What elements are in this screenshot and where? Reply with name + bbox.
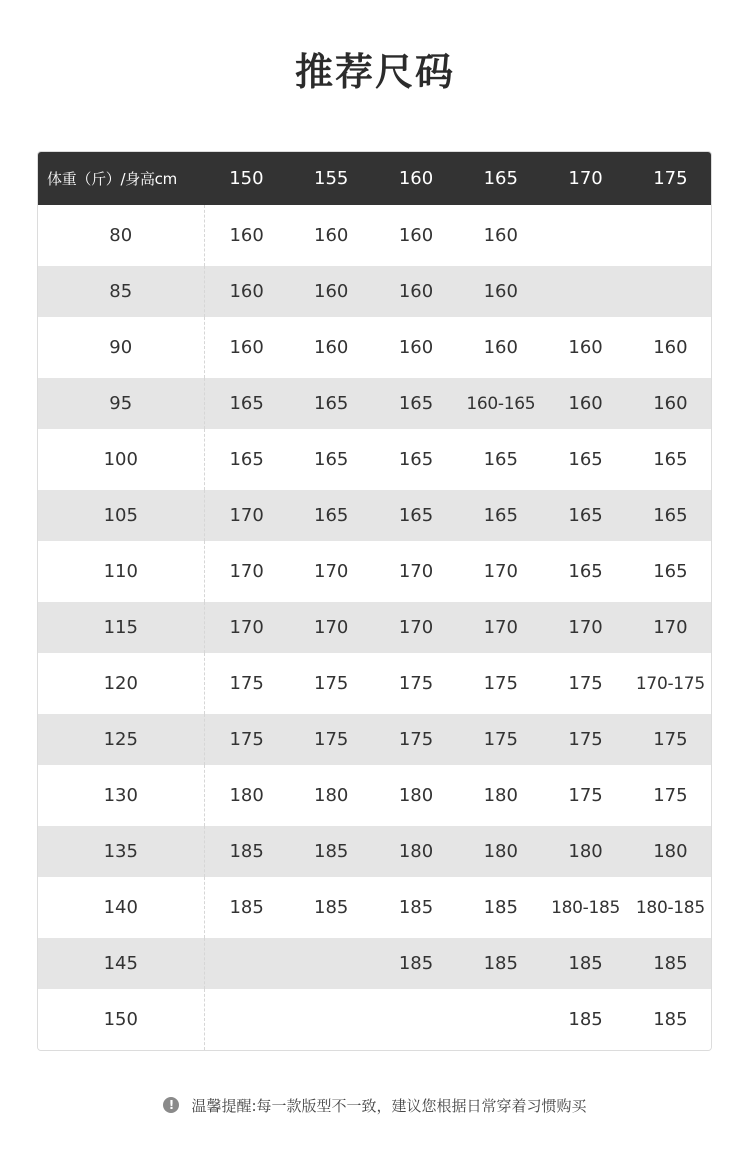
size-cell: 165 <box>204 429 289 490</box>
size-cell: 180-185 <box>543 877 628 938</box>
size-cell: 170 <box>543 602 628 653</box>
table-row <box>38 266 712 317</box>
table-row <box>38 989 712 1050</box>
table-row <box>38 938 712 989</box>
size-cell: 170 <box>204 490 289 541</box>
size-cell <box>289 989 374 1050</box>
size-cell: 160-165 <box>458 378 543 429</box>
size-cell: 175 <box>289 653 374 714</box>
size-cell: 175 <box>628 765 712 826</box>
size-cell: 160 <box>543 317 628 378</box>
size-cell <box>628 205 712 266</box>
size-cell: 160 <box>204 266 289 317</box>
height-column-header: 155 <box>289 152 374 205</box>
table-row <box>38 429 712 490</box>
table-row <box>38 378 712 429</box>
size-cell: 175 <box>204 653 289 714</box>
size-cell: 170 <box>458 602 543 653</box>
size-cell <box>204 938 289 989</box>
size-cell: 160 <box>289 266 374 317</box>
size-cell: 170 <box>374 602 459 653</box>
size-cell: 175 <box>458 714 543 765</box>
size-cell: 160 <box>458 317 543 378</box>
weight-cell: 100 <box>38 429 204 490</box>
size-cell: 165 <box>374 378 459 429</box>
size-cell: 160 <box>543 378 628 429</box>
table-row <box>38 541 712 602</box>
size-cell: 165 <box>374 429 459 490</box>
size-cell: 170 <box>289 541 374 602</box>
table-row <box>38 877 712 938</box>
size-cell: 185 <box>204 826 289 877</box>
size-cell: 180 <box>543 826 628 877</box>
height-column-header: 165 <box>458 152 543 205</box>
size-cell: 170 <box>204 602 289 653</box>
table-row <box>38 714 712 765</box>
table-row <box>38 317 712 378</box>
page-title: 推荐尺码 <box>294 50 455 94</box>
size-cell <box>458 989 543 1050</box>
size-cell: 165 <box>289 429 374 490</box>
weight-cell: 105 <box>38 490 204 541</box>
table-row <box>38 205 712 266</box>
size-cell: 170 <box>204 541 289 602</box>
height-column-header: 150 <box>204 152 289 205</box>
size-cell: 170 <box>628 602 712 653</box>
weight-cell: 85 <box>38 266 204 317</box>
size-cell: 180 <box>628 826 712 877</box>
size-cell <box>204 989 289 1050</box>
size-cell: 165 <box>628 429 712 490</box>
size-cell: 185 <box>543 989 628 1050</box>
size-cell: 175 <box>204 714 289 765</box>
size-cell: 175 <box>374 714 459 765</box>
size-cell: 160 <box>458 266 543 317</box>
size-cell: 185 <box>458 938 543 989</box>
weight-cell: 120 <box>38 653 204 714</box>
size-cell: 185 <box>374 877 459 938</box>
size-cell: 175 <box>374 653 459 714</box>
size-cell <box>543 205 628 266</box>
size-cell: 165 <box>289 490 374 541</box>
size-cell: 180 <box>374 826 459 877</box>
size-cell: 170 <box>289 602 374 653</box>
size-cell: 185 <box>458 877 543 938</box>
size-cell <box>289 938 374 989</box>
size-cell: 175 <box>458 653 543 714</box>
size-cell <box>543 266 628 317</box>
height-column-header: 170 <box>543 152 628 205</box>
weight-cell: 80 <box>38 205 204 266</box>
size-cell: 170-175 <box>628 653 712 714</box>
size-cell: 180 <box>204 765 289 826</box>
size-cell: 165 <box>543 490 628 541</box>
size-cell: 160 <box>204 205 289 266</box>
table-header-row <box>38 152 712 205</box>
size-cell: 165 <box>543 429 628 490</box>
size-cell: 165 <box>289 378 374 429</box>
size-cell: 160 <box>204 317 289 378</box>
weight-cell: 125 <box>38 714 204 765</box>
size-cell: 175 <box>628 714 712 765</box>
weight-cell: 150 <box>38 989 204 1050</box>
size-cell: 180 <box>374 765 459 826</box>
table-row <box>38 765 712 826</box>
size-cell: 160 <box>374 266 459 317</box>
table-body <box>38 205 712 1050</box>
size-cell: 160 <box>374 205 459 266</box>
weight-cell: 145 <box>38 938 204 989</box>
size-cell: 185 <box>204 877 289 938</box>
table-row <box>38 602 712 653</box>
size-cell: 180 <box>458 765 543 826</box>
size-cell: 185 <box>628 938 712 989</box>
size-table <box>37 151 712 1051</box>
size-cell: 165 <box>458 429 543 490</box>
size-cell <box>628 266 712 317</box>
size-cell: 160 <box>374 317 459 378</box>
size-cell: 160 <box>458 205 543 266</box>
weight-cell: 140 <box>38 877 204 938</box>
size-cell: 180 <box>289 765 374 826</box>
table-row <box>38 826 712 877</box>
weight-cell: 110 <box>38 541 204 602</box>
size-notice <box>0 1092 750 1118</box>
height-column-header: 175 <box>628 152 712 205</box>
size-cell: 165 <box>628 541 712 602</box>
size-cell: 185 <box>628 989 712 1050</box>
size-cell: 185 <box>289 877 374 938</box>
weight-cell: 115 <box>38 602 204 653</box>
size-cell: 180-185 <box>628 877 712 938</box>
size-cell: 160 <box>289 317 374 378</box>
size-cell: 185 <box>289 826 374 877</box>
corner-header: 体重（斤）/身高cm <box>38 152 204 205</box>
size-cell: 165 <box>628 490 712 541</box>
size-cell: 160 <box>628 378 712 429</box>
table-row <box>38 490 712 541</box>
weight-cell: 90 <box>38 317 204 378</box>
table-row <box>38 653 712 714</box>
size-cell: 175 <box>289 714 374 765</box>
size-cell: 165 <box>204 378 289 429</box>
weight-cell: 95 <box>38 378 204 429</box>
size-cell: 185 <box>543 938 628 989</box>
size-cell: 180 <box>458 826 543 877</box>
size-cell: 175 <box>543 765 628 826</box>
weight-cell: 135 <box>38 826 204 877</box>
size-cell: 170 <box>374 541 459 602</box>
exclamation-circle-icon: ! <box>163 1097 179 1113</box>
size-cell: 165 <box>374 490 459 541</box>
size-cell: 165 <box>543 541 628 602</box>
notice-text: 温馨提醒:每一款版型不一致，建议您根据日常穿着习惯购买 <box>191 1096 587 1115</box>
size-cell: 165 <box>458 490 543 541</box>
size-cell: 175 <box>543 653 628 714</box>
size-cell: 170 <box>458 541 543 602</box>
height-column-header: 160 <box>374 152 459 205</box>
size-cell: 175 <box>543 714 628 765</box>
weight-cell: 130 <box>38 765 204 826</box>
size-cell: 185 <box>374 938 459 989</box>
size-cell: 160 <box>628 317 712 378</box>
size-cell: 160 <box>289 205 374 266</box>
size-cell <box>374 989 459 1050</box>
